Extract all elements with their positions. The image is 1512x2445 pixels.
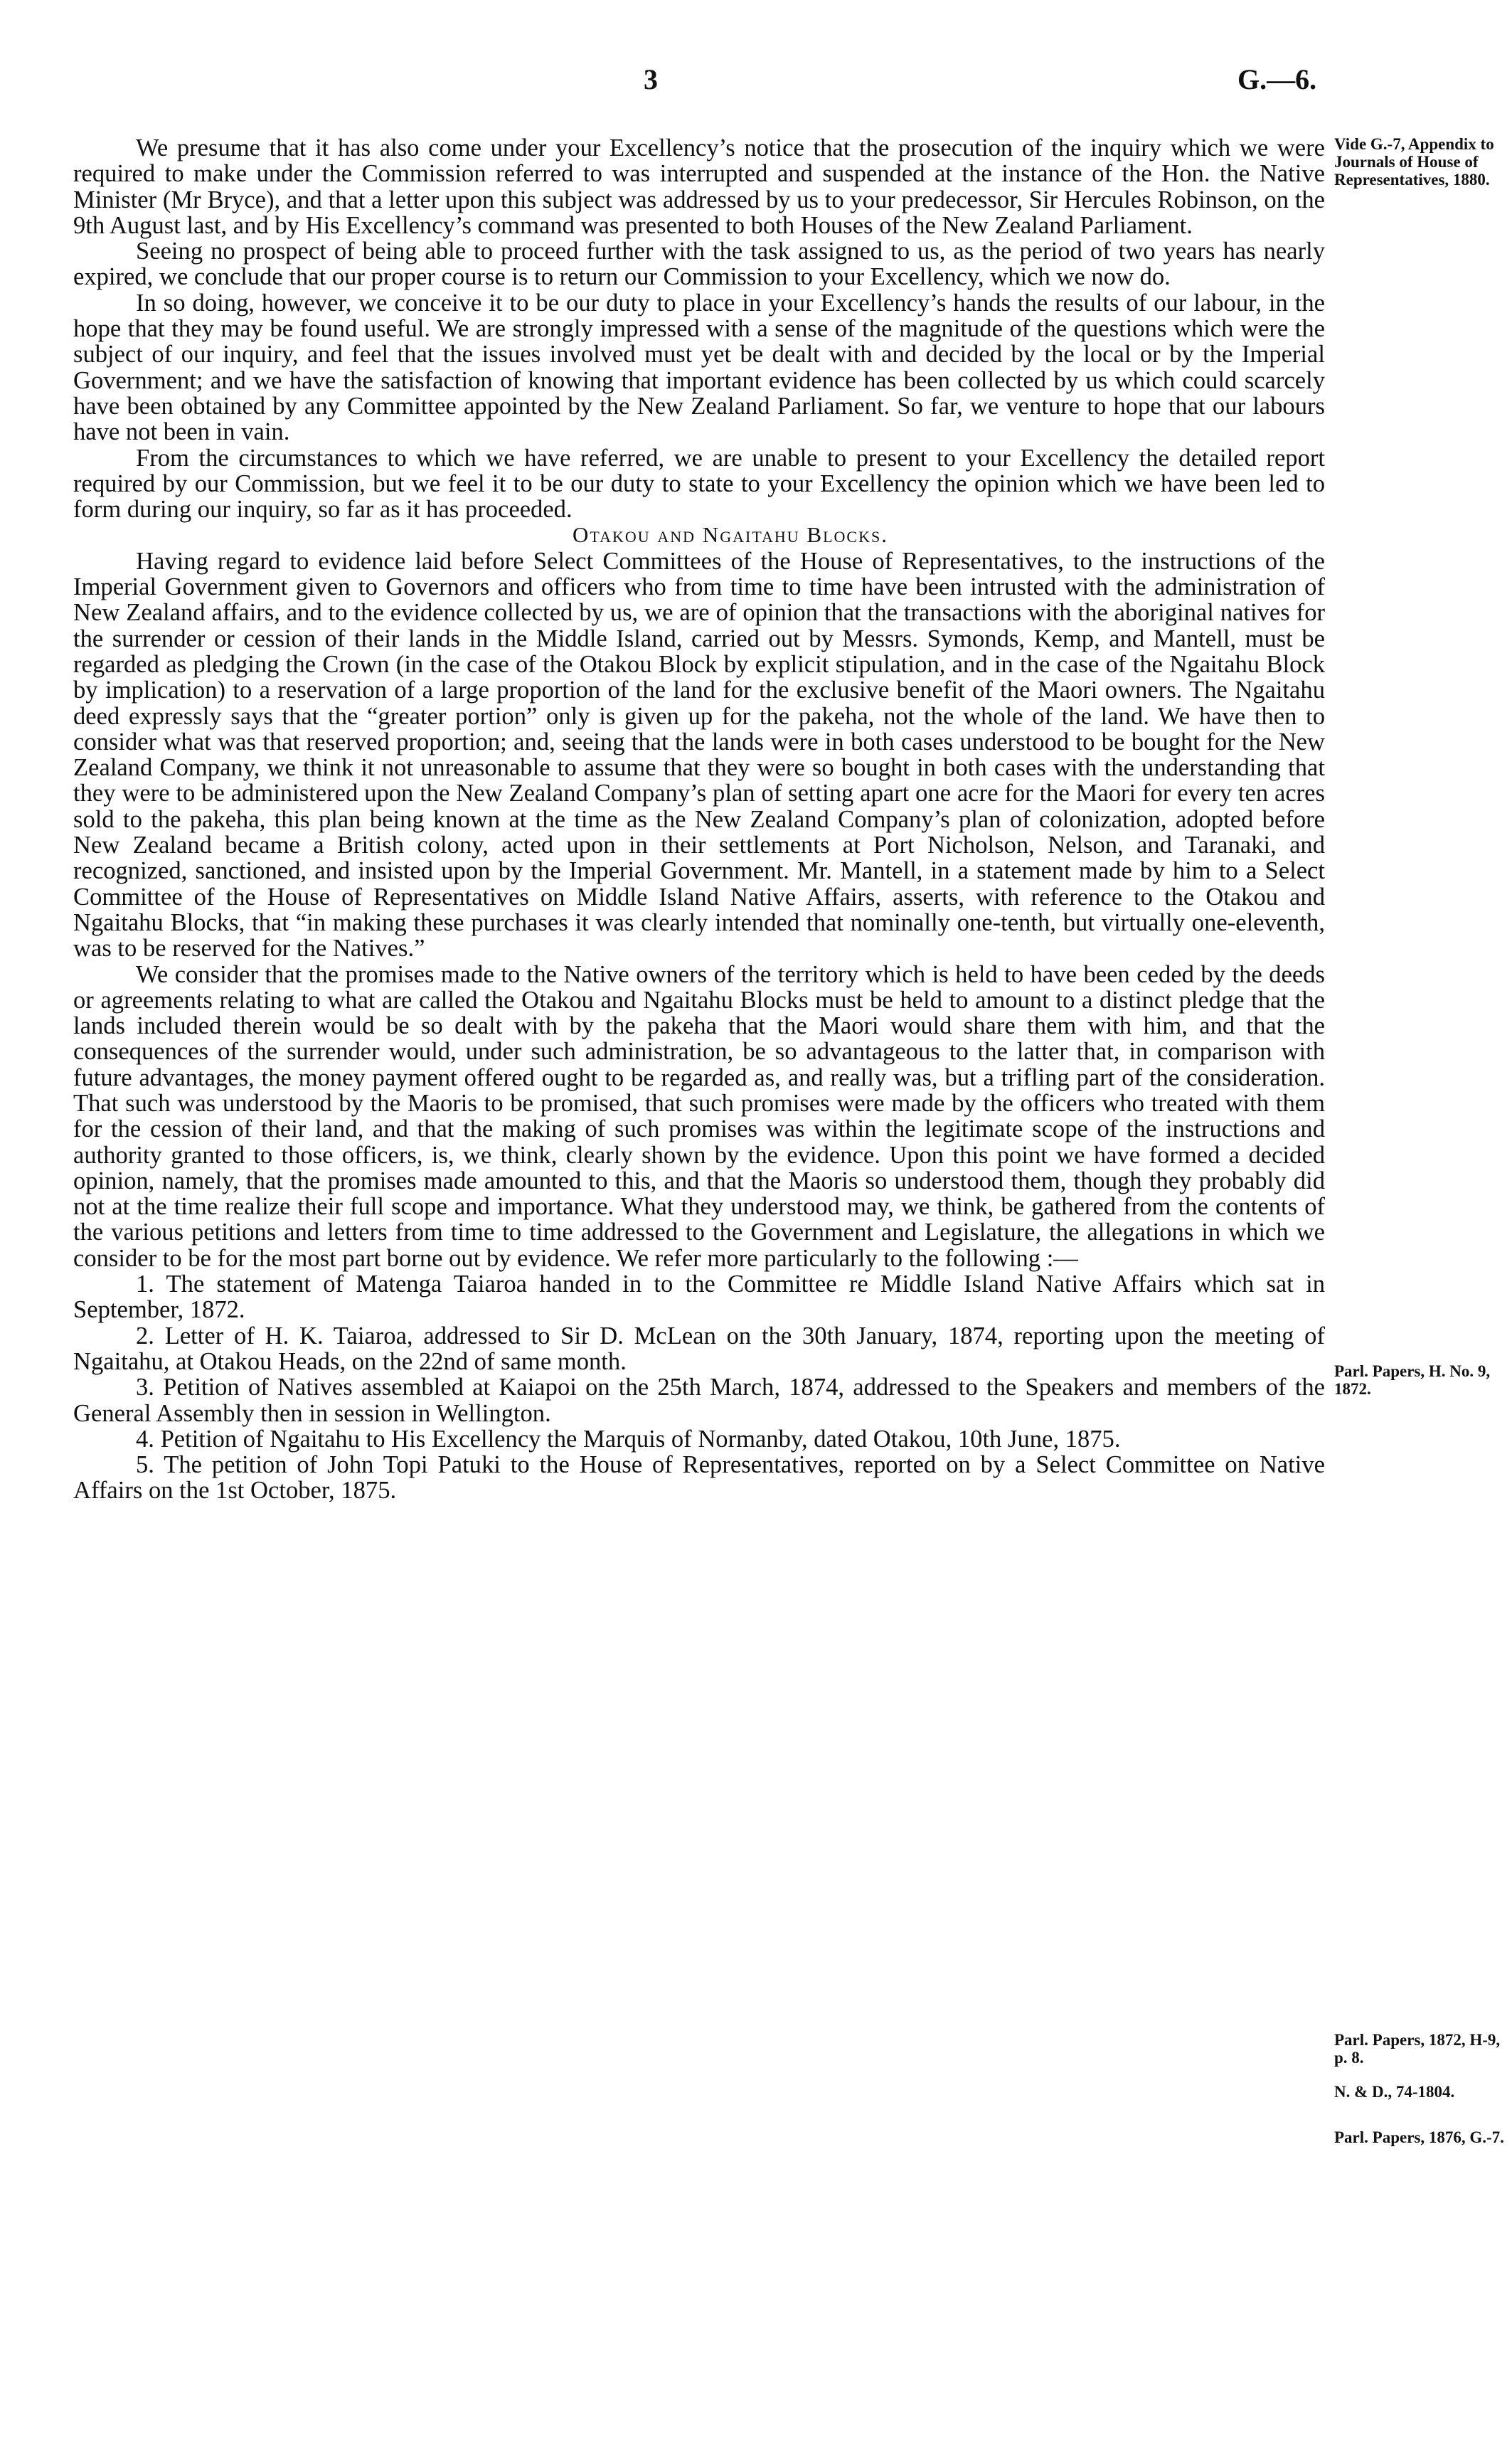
paragraph: In so doing, however, we conceive it to be our duty to place in your Excellency’s hands the results of our labour, in the hope that they may be found useful. We are strongly impressed with a sense of the magnitude of the questions which were the subject of our inquiry, and feel that the issues involved must yet be dealt with and decided by the local or by the Imperial Government; and we have the satisfaction of knowing that important evidence has been collected by us which could scarcely have been obtained by any Committee appointed by the New Zealand Parliament. So far, we venture to hope that our labours have not been in vain. (73, 289, 1325, 446)
paragraph: We presume that it has also come under your Excellency’s notice that the prosecution of the inquiry which we were required to make under the Commission referred to was interrupted and suspended at the instance of the Hon. the Native Minister (Mr Bryce), and that a letter upon this subject was addressed by us to your predecessor, Sir Hercules Robinson, on the 9th August last, and by His Excellency’s command was presented to both Houses of the New Zealand Parliament. (73, 134, 1325, 239)
body-text (73, 135, 1325, 1504)
paragraph: From the circumstances to which we have referred, we are unable to present to your Excellency the detailed report required by our Commission, but we feel it to be our duty to state to your Excellency the opinion which we have been led to form during our inquiry, so far as it has proceeded. (73, 444, 1325, 524)
page-header (0, 63, 1512, 112)
list-item: 4. Petition of Ngaitahu to His Excellency the Marquis of Normanby, dated Otakou, 10th June, 1875. (136, 1425, 1121, 1453)
paragraph: Having regard to evidence laid before Select Committees of the House of Representatives, to the instructions of the Imperial Government given to Governors and officers who from time to time have been intrusted with the administration of New Zealand affairs, and to the evidence collected by us, we are of opinion that the transactions with the aboriginal natives for the surrender or cession of their lands in the Middle Island, carried out by Messrs. Symonds, Kemp, and Mantell, must be regarded as pledging the Crown (in the case of the Otakou Block by explicit stipulation, and in the case of the Ngaitahu Block by implication) to a reservation of a large proportion of the land for the exclusive benefit of the Maori owners. The Ngaitahu deed expressly says that the “greater portion” only is given up for the pakeha, not the whole of the land. We have then to consider what was that reserved proportion; and, seeing that the lands were in both cases understood to be bought for the New Zealand Company, we think it not unreasonable to assume that they were so bought in both cases with the understanding that they were to be administered upon the New Zealand Company’s plan of setting apart one acre for the Maori for every ten acres sold to the pakeha, this plan being known at the time as the New Zealand Company’s plan of colonization, adopted before New Zealand became a British colony, acted upon in their settlements at Port Nicholson, Nelson, and Taranaki, and recognized, sanctioned, and insisted upon by the Imperial Government. Mr. Mantell, in a statement made by him to a Select Committee of the House of Representatives on Middle Island Native Affairs, asserts, with reference to the Otakou and Ngaitahu Blocks, that “in making these purchases it was clearly intended that nominally one-tenth, but virtually one-eleventh, was to be reserved for the Natives.” (73, 547, 1325, 962)
margin-note: Parl. Papers, 1876, G.-7. (1334, 2128, 1504, 2146)
document-reference: G.—6. (1237, 63, 1317, 95)
list-item: 2. Letter of H. K. Taiaroa, addressed to Sir D. McLean on the 30th January, 1874, reporting upon the meeting of Ngaitahu, at Otakou Heads, on the 22nd of same month. (73, 1322, 1325, 1375)
margin-note: Parl. Papers, H. No. 9, 1872. (1334, 1362, 1491, 1398)
paragraph: We consider that the promises made to the Native owners of the territory which is held to have been ceded by the deeds or agreements relating to what are called the Otakou and Ngaitahu Blocks must be held to amount to a distinct pledge that the lands included therein would be so dealt with by the pakeha that the Maori would share them with him, and that the consequences of the surrender would, under such administration, be so advantageous to the latter that, in comparison with future advantages, the money payment offered ought to be regarded as, and really was, but a trifling part of the consideration. That such was understood by the Maoris to be promised, that such promises were made by the officers who treated with them for the cession of their land, and that the making of such promises was within the legitimate scope of the instructions and authority granted to those officers, is, we think, clearly shown by the evidence. Upon this point we have formed a decided opinion, namely, that the promises made amounted to this, and that the Maoris so understood them, though they probably did not at the time realize their full scope and importance. What they understood may, we think, be gathered from the contents of the various petitions and letters from time to time addressed to the Government and Legislature, the allegations in which we consider to be for the most part borne out by evidence. We refer more particularly to the following :— (73, 960, 1325, 1272)
list-item: 3. Petition of Natives assembled at Kaiapoi on the 25th March, 1874, addressed to the Speakers and members of the General Assembly then in session in Wellington. (73, 1374, 1325, 1427)
margin-note: N. & D., 74-1804. (1334, 2083, 1455, 2101)
page-number: 3 (644, 63, 658, 95)
paragraph: Seeing no prospect of being able to proceed further with the task assigned to us, as the period of two years has nearly expired, we conclude that our proper course is to return our Commission to your Excellency, which we now do. (73, 238, 1325, 291)
section-heading: Otakou and Ngaitahu Blocks. (573, 522, 888, 548)
margin-note: Parl. Papers, 1872, H-9, p. 8. (1334, 2031, 1501, 2067)
margin-note: Vide G.-7, Appendix to Journals of House of Representatives, 1880. (1334, 135, 1494, 189)
list-item: 5. The petition of John Topi Patuki to the House of Representatives, reported on by a Select Committee on Native Affairs on the 1st October, 1875. (73, 1451, 1325, 1505)
list-item: 1. The statement of Matenga Taiaroa handed in to the Committee re Middle Island Native Affairs which sat in September, 1872. (73, 1271, 1325, 1324)
reference-list (73, 1271, 1325, 1504)
